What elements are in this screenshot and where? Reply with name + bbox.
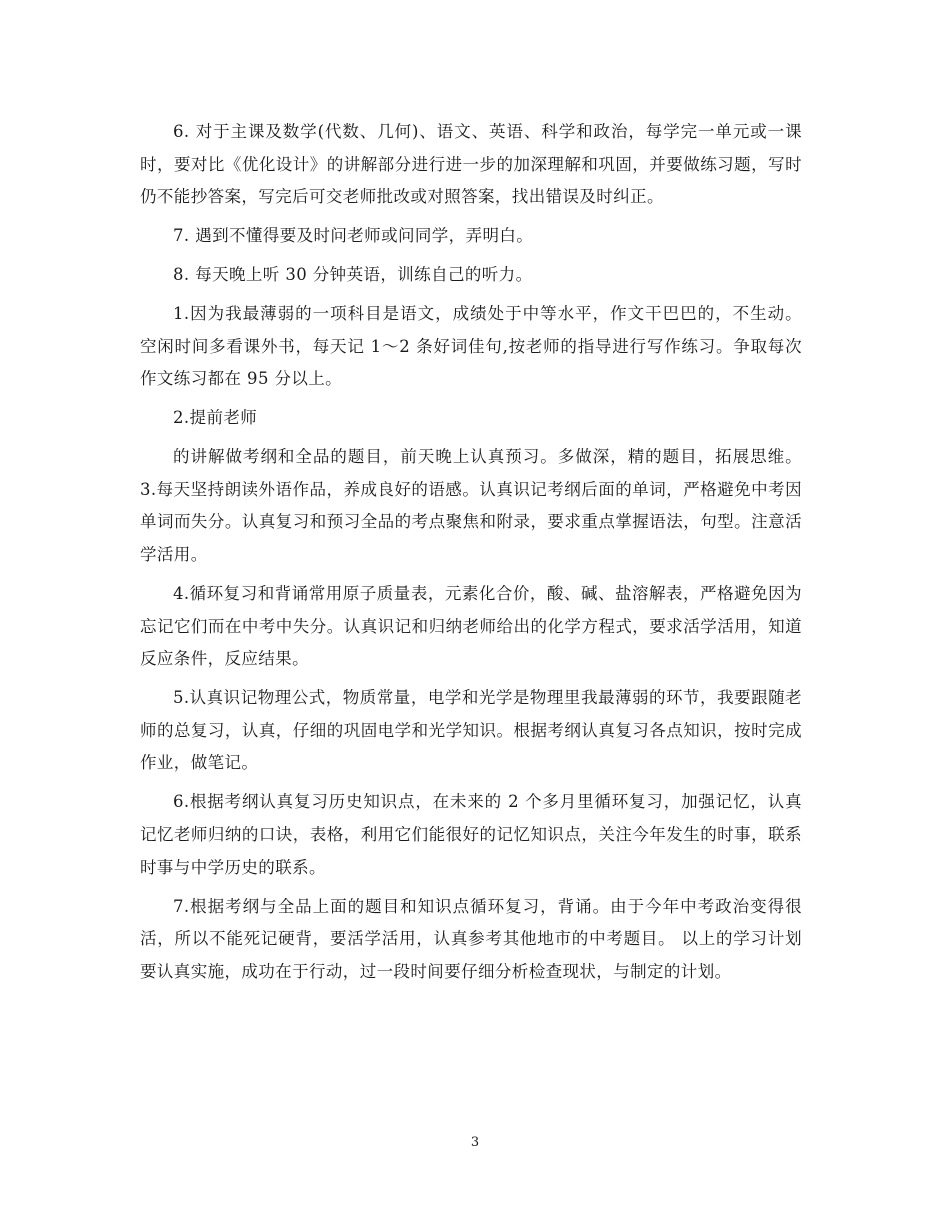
paragraph-item-8: 8. 每天晚上听 30 分钟英语，训练自己的听力。 xyxy=(173,265,533,285)
paragraph-plan-6-history: 6.根据考纲认真复习历史知识点，在未来的 2 个多月里循环复习，加强记忆，认真记忆老师归纳的口诀，表格，利用它们能很好的记忆知识点，关注今年发生的时事，联系时事与中学历史的联系。 xyxy=(140,792,802,877)
paragraph-plan-4-chemistry: 4.循环复习和背诵常用原子质量表，元素化合价，酸、碱、盐溶解表，严格避免因为忘记它们而在中考中失分。认真识记和归纳老师给出的化学方程式，要求活学活用，知道反应条件，反应结果。 xyxy=(140,584,802,669)
paragraph-plan-7-politics: 7.根据考纲与全品上面的题目和知识点循环复习，背诵。由于今年中考政治变得很活，所以不能死记硬背，要活学活用，认真参考其他地市的中考题目。 以上的学习计划要认真实施，成功在于行动，过一段时间要仔细分析检查现状，与制定的计划。 xyxy=(140,896,802,981)
paragraph-item-7: 7. 遇到不懂得要及时问老师或问同学，弄明白。 xyxy=(173,226,534,246)
document-body xyxy=(140,116,802,995)
paragraph-item-6: 6. 对于主课及数学(代数、几何)、语文、英语、科学和政治，每学完一单元或一课时，要对比《优化设计》的讲解部分进行进一步的加深理解和巩固，并要做练习题，写时仍不能抄答案，写完后可交老师批改或对照答案，找出错误及时纠正。 xyxy=(140,122,802,207)
paragraph-plan-1-chinese: 1.因为我最薄弱的一项科目是语文，成绩处于中等水平，作文干巴巴的，不生动。 空闲时间多看课外书，每天记 1～2 条好词佳句,按老师的指导进行写作练习。争取每次作文练习都在 95 分以上。 xyxy=(140,304,802,389)
paragraph-plan-2-heading: 2.提前老师 xyxy=(173,408,258,428)
page-number: 3 xyxy=(470,1135,480,1150)
paragraph-plan-5-physics: 5.认真识记物理公式，物质常量，电学和光学是物理里我最薄弱的环节，我要跟随老师的总复习，认真，仔细的巩固电学和光学知识。根据考纲认真复习各点知识，按时完成作业，做笔记。 xyxy=(140,688,802,773)
paragraph-plan-2-3-english: 的讲解做考纲和全品的题目，前天晚上认真预习。多做深，精的题目，拓展思维。 3.每天坚持朗读外语作品，养成良好的语感。认真识记考纲后面的单词，严格避免中考因单词而失分。认真复习和预习全品的考点聚焦和附录，要求重点掌握语法，句型。注意活学活用。 xyxy=(140,447,802,565)
